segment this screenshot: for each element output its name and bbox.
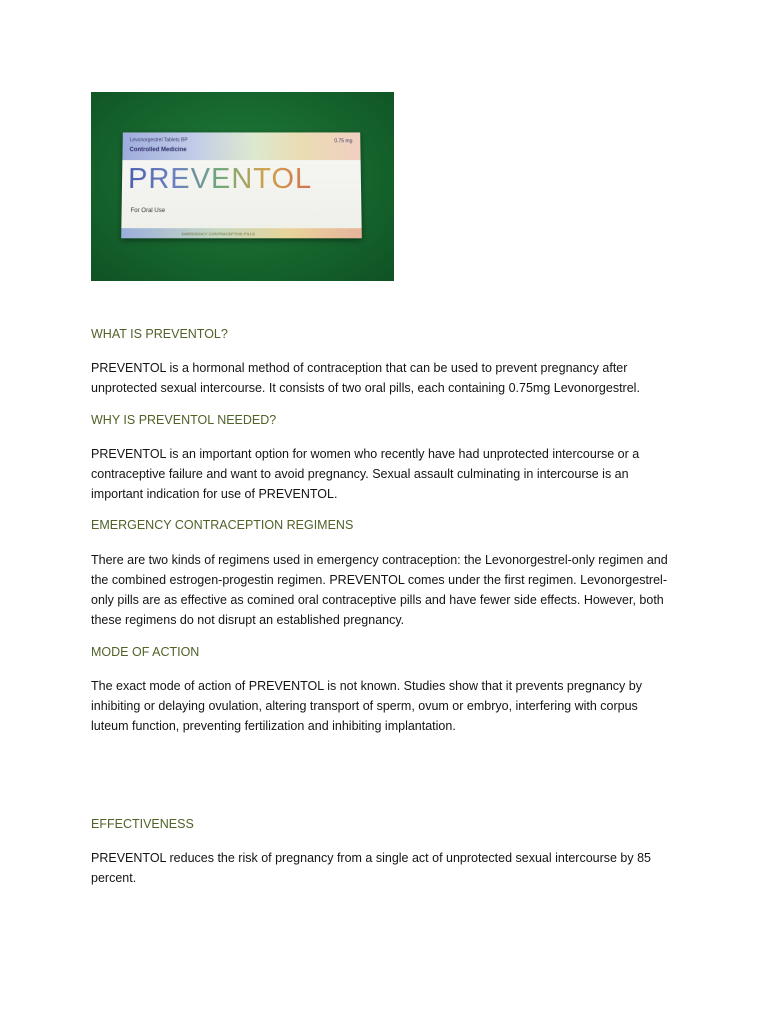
section-paragraph-mode-of-action: [91, 676, 681, 736]
box-bottom-band: [121, 228, 362, 238]
section-paragraph-regimens: [91, 550, 681, 630]
paragraph-line: PREVENTOL is an important option for women who recently have had unprotected intercourse or a: [91, 447, 640, 461]
paragraph-line: contraceptive failure and want to avoid pregnancy. Sexual assault culminating in intercourse is an: [91, 467, 629, 481]
bottom-band-text: EMERGENCY CONTRACEPTIVE PILLS: [181, 231, 255, 237]
section-heading-effectiveness: EFFECTIVENESS: [91, 817, 194, 831]
section-paragraph-what-is: [91, 358, 681, 398]
box-top-text: Levonorgestrel Tablets BP: [129, 137, 188, 144]
paragraph-line: important indication for use of PREVENTOL.: [91, 487, 338, 501]
section-heading-regimens: EMERGENCY CONTRACEPTION REGIMENS: [91, 518, 354, 532]
paragraph-line: PREVENTOL reduces the risk of pregnancy from a single act of unprotected sexual intercourse by 85: [91, 851, 652, 865]
paragraph-line: luteum function, preventing fertilization and inhibiting implantation.: [91, 719, 456, 733]
section-paragraph-why-needed: [91, 444, 681, 504]
paragraph-line: these regimens do not disrupt an established pregnancy.: [91, 613, 405, 627]
product-box: [121, 132, 362, 238]
box-label: Controlled Medicine: [129, 147, 187, 154]
paragraph-line: There are two kinds of regimens used in emergency contraception: the Levonorgestrel-only regimen and: [91, 553, 668, 567]
section-heading-why-needed: WHY IS PREVENTOL NEEDED?: [91, 413, 277, 427]
paragraph-line: the combined estrogen-progestin regimen. PREVENTOL comes under the first regimen. Levonorgestrel-: [91, 573, 667, 587]
section-heading-mode-of-action: MODE OF ACTION: [91, 645, 200, 659]
section-paragraph-effectiveness: [91, 848, 681, 888]
section-heading-what-is: WHAT IS PREVENTOL?: [91, 327, 228, 341]
paragraph-line: only pills are as effective as comined oral contraceptive pills and have fewer side effects. However, both: [91, 593, 664, 607]
brand-logo: PREVENTOL: [127, 163, 313, 195]
paragraph-line: percent.: [91, 871, 137, 885]
oral-use-text: For Oral Use: [130, 208, 166, 215]
box-corner-text: 0.75 mg: [334, 138, 353, 145]
paragraph-line: unprotected sexual intercourse. It consists of two oral pills, each containing 0.75mg Levonorgestrel.: [91, 381, 640, 395]
paragraph-line: The exact mode of action of PREVENTOL is not known. Studies show that it prevents pregnancy by: [91, 679, 642, 693]
product-photo: [91, 92, 394, 281]
paragraph-line: inhibiting or delaying ovulation, altering transport of sperm, ovum or embryo, interfering with corpus: [91, 699, 638, 713]
paragraph-line: PREVENTOL is a hormonal method of contraception that can be used to prevent pregnancy after: [91, 361, 628, 375]
